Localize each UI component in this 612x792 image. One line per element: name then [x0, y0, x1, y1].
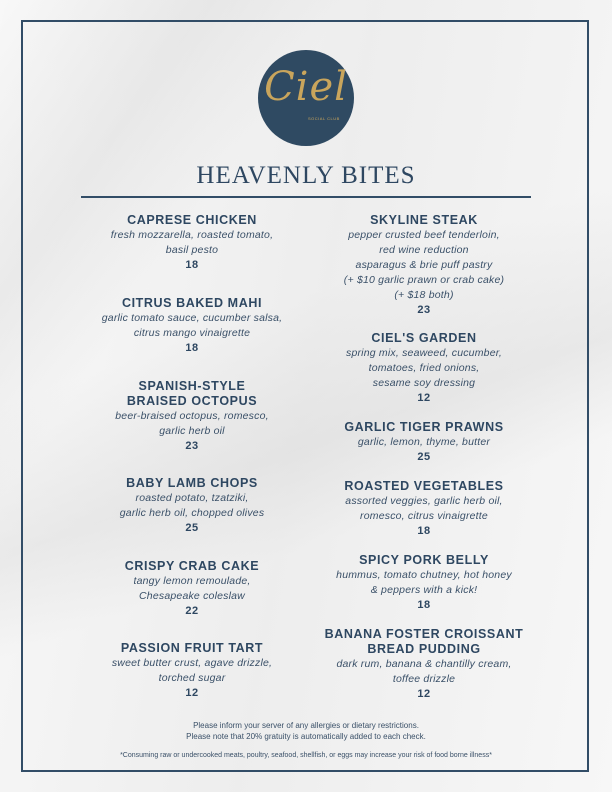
item-name: CRISPY CRAB CAKE	[124, 559, 260, 573]
menu-item	[62, 476, 322, 536]
page-title: HEAVENLY BITES	[196, 162, 416, 189]
menu-item	[294, 420, 554, 465]
item-description: roasted potato, tzatziki, garlic herb oil, chopped olives	[119, 492, 265, 519]
item-price: 23	[185, 440, 199, 452]
item-price: 23	[417, 304, 431, 316]
item-name: SPICY PORK BELLY	[359, 553, 489, 567]
title-divider	[81, 196, 531, 198]
item-price: 22	[185, 605, 199, 617]
ciel-logo	[258, 50, 354, 146]
item-name: GARLIC TIGER PRAWNS	[344, 420, 504, 434]
item-price: 18	[417, 599, 431, 611]
menu-item	[294, 627, 554, 702]
menu-item	[62, 559, 322, 619]
item-name: CITRUS BAKED MAHI	[121, 296, 263, 310]
item-name: CAPRESE CHICKEN	[127, 213, 257, 227]
item-name: CIEL'S GARDEN	[371, 331, 477, 345]
item-description: beer-braised octopus, romesco, garlic herb oil	[115, 410, 269, 437]
item-price: 18	[185, 342, 199, 354]
item-description: assorted veggies, garlic herb oil, romesco, citrus vinaigrette	[345, 495, 503, 522]
menu-item	[62, 296, 322, 356]
item-name: SPANISH-STYLE BRAISED OCTOPUS	[126, 379, 258, 408]
menu-item	[294, 213, 554, 318]
menu-item	[294, 331, 554, 406]
logo-subtitle: SOCIAL CLUB	[308, 116, 340, 121]
item-price: 25	[417, 451, 431, 463]
item-description: spring mix, seaweed, cucumber, tomatoes, fried onions, sesame soy dressing	[346, 347, 502, 389]
menu-item	[62, 641, 322, 701]
item-price: 18	[185, 259, 199, 271]
item-description: garlic, lemon, thyme, butter	[357, 436, 491, 448]
consumption-warning: *Consuming raw or undercooked meats, poultry, seafood, shellfish, or eggs may increase your risk of food borne illness*	[120, 752, 492, 759]
logo-script: Ciel	[264, 64, 348, 110]
item-price: 25	[185, 522, 199, 534]
item-price: 12	[185, 687, 199, 699]
item-name: BABY LAMB CHOPS	[126, 476, 258, 490]
item-description: sweet butter crust, agave drizzle, torched sugar	[111, 657, 273, 684]
item-description: fresh mozzarella, roasted tomato, basil pesto	[110, 229, 274, 256]
item-description: garlic tomato sauce, cucumber salsa, citrus mango vinaigrette	[101, 312, 283, 339]
menu-item	[62, 379, 322, 454]
item-price: 12	[417, 688, 431, 700]
item-description: tangy lemon remoulade, Chesapeake coleslaw	[133, 575, 251, 602]
menu-item	[62, 213, 322, 273]
item-name: PASSION FRUIT TART	[120, 641, 264, 655]
allergy-notice: Please inform your server of any allergies or dietary restrictions.	[193, 721, 419, 730]
item-name: BANANA FOSTER CROISSANT BREAD PUDDING	[324, 627, 524, 656]
item-description: pepper crusted beef tenderloin, red wine reduction asparagus & brie puff pastry (+ $10 garlic prawn or crab cake) (+ $18 both)	[343, 229, 505, 301]
item-price: 12	[417, 392, 431, 404]
item-name: ROASTED VEGETABLES	[344, 479, 504, 493]
item-description: hummus, tomato chutney, hot honey & peppers with a kick!	[336, 569, 512, 596]
menu-item	[294, 479, 554, 539]
item-price: 18	[417, 525, 431, 537]
menu-item	[294, 553, 554, 613]
item-name: SKYLINE STEAK	[370, 213, 478, 227]
item-description: dark rum, banana & chantilly cream, toffee drizzle	[336, 658, 512, 685]
gratuity-notice: Please note that 20% gratuity is automatically added to each check.	[186, 732, 426, 741]
